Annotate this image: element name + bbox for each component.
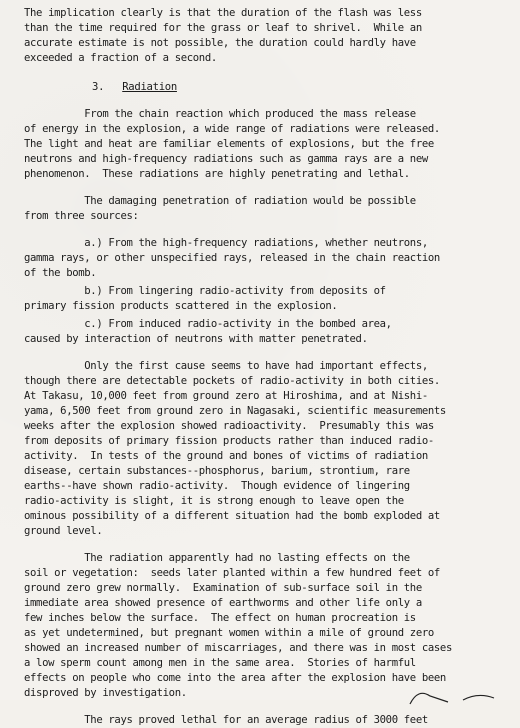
paragraph-vegetation-line: as yet undetermined, but pregnant women within a mile of ground zero — [24, 627, 434, 639]
opening-paragraph — [24, 6, 506, 66]
paragraph-first-cause-line: weeks after the explosion showed radioactivity. Presumably this was — [24, 420, 434, 432]
paragraph-first-cause-line: ground level. — [24, 525, 103, 537]
paragraph-vegetation-line: showed an increased number of miscarriages, and there was in most cases — [24, 642, 452, 654]
paragraph-source-b-line: b.) From lingering radio-activity from deposits of — [24, 285, 386, 297]
section-body — [24, 107, 506, 728]
paragraph-source-a — [24, 236, 506, 281]
paragraph-first-cause-line: earths--have shown radio-activity. Though evidence of lingering — [24, 480, 410, 492]
paragraph-vegetation-line: few inches below the surface. The effect on human procreation is — [24, 612, 416, 624]
paragraph-vegetation-line: disproved by investigation. — [24, 687, 187, 699]
paragraph-source-c — [24, 317, 506, 347]
paragraph-vegetation-line: a low sperm count among men in the same area. Stories of harmful — [24, 657, 416, 669]
paragraph-first-cause — [24, 359, 506, 539]
opening-paragraph-line: The implication clearly is that the duration of the flash was less — [24, 7, 422, 19]
paragraph-first-cause-line: activity. In tests of the ground and bones of victims of radiation — [24, 450, 428, 462]
paragraph-source-a-line: gamma rays, or other unspecified rays, released in the chain reaction — [24, 252, 440, 264]
paragraph-vegetation-line: ground zero grew normally. Examination of sub-surface soil in the — [24, 582, 422, 594]
paragraph-first-cause-line: from deposits of primary fission products rather than induced radio- — [24, 435, 434, 447]
opening-paragraph-line: than the time required for the grass or leaf to shrivel. While an — [24, 22, 422, 34]
paragraph-intro-line: From the chain reaction which produced the mass release — [24, 108, 416, 120]
section-title: Radiation — [122, 81, 177, 93]
paragraph-first-cause-line: Only the first cause seems to have had important effects, — [24, 360, 428, 372]
section-number: 3. — [92, 81, 105, 93]
paragraph-source-c-line: caused by interaction of neutrons with matter penetrated. — [24, 333, 368, 345]
paragraph-first-cause-line: yama, 6,500 feet from ground zero in Nagasaki, scientific measurements — [24, 405, 446, 417]
paragraph-vegetation-line: soil or vegetation: seeds later planted within a few hundred feet of — [24, 567, 440, 579]
paragraph-rays-lethal-line: The rays proved lethal for an average radius of 3000 feet — [24, 714, 428, 726]
paragraph-intro-line: phenomenon. These radiations are highly penetrating and lethal. — [24, 168, 410, 180]
opening-paragraph-line: exceeded a fraction of a second. — [24, 52, 217, 64]
paragraph-intro — [24, 107, 506, 182]
paragraph-source-a-line: of the bomb. — [24, 267, 97, 279]
paragraph-vegetation-line: The radiation apparently had no lasting effects on the — [24, 552, 410, 564]
paragraph-source-a-line: a.) From the high-frequency radiations, whether neutrons, — [24, 237, 428, 249]
paragraph-intro-line: The light and heat are familiar elements of explosions, but the free — [24, 138, 434, 150]
paragraph-rays-lethal — [24, 713, 506, 728]
page-edge-mark — [408, 686, 498, 706]
paragraph-sources-intro-line: The damaging penetration of radiation would be possible — [24, 195, 416, 207]
paragraph-vegetation — [24, 551, 506, 701]
paragraph-first-cause-line: disease, certain substances--phosphorus, barium, strontium, rare — [24, 465, 410, 477]
paragraph-source-b — [24, 284, 506, 314]
paragraph-intro-line: neutrons and high-frequency radiations such as gamma rays are a new — [24, 153, 428, 165]
paragraph-source-b-line: primary fission products scattered in the explosion. — [24, 300, 338, 312]
paragraph-first-cause-line: though there are detectable pockets of radio-activity in both cities. — [24, 375, 440, 387]
paragraph-sources-intro — [24, 194, 506, 224]
paragraph-source-c-line: c.) From induced radio-activity in the bombed area, — [24, 318, 392, 330]
paragraph-first-cause-line: radio-activity is slight, it is strong enough to leave open the — [24, 495, 404, 507]
paragraph-first-cause-line: ominous possibility of a different situation had the bomb exploded at — [24, 510, 440, 522]
paragraph-sources-intro-line: from three sources: — [24, 210, 139, 222]
section-heading — [92, 80, 506, 95]
paragraph-vegetation-line: immediate area showed presence of earthworms and other life only a — [24, 597, 422, 609]
paragraph-intro-line: of energy in the explosion, a wide range of radiations were released. — [24, 123, 440, 135]
paragraph-first-cause-line: At Takasu, 10,000 feet from ground zero at Hiroshima, and at Nishi- — [24, 390, 428, 402]
opening-paragraph-line: accurate estimate is not possible, the duration could hardly have — [24, 37, 416, 49]
paragraph-vegetation-line: effects on people who come into the area after the explosion have been — [24, 672, 446, 684]
